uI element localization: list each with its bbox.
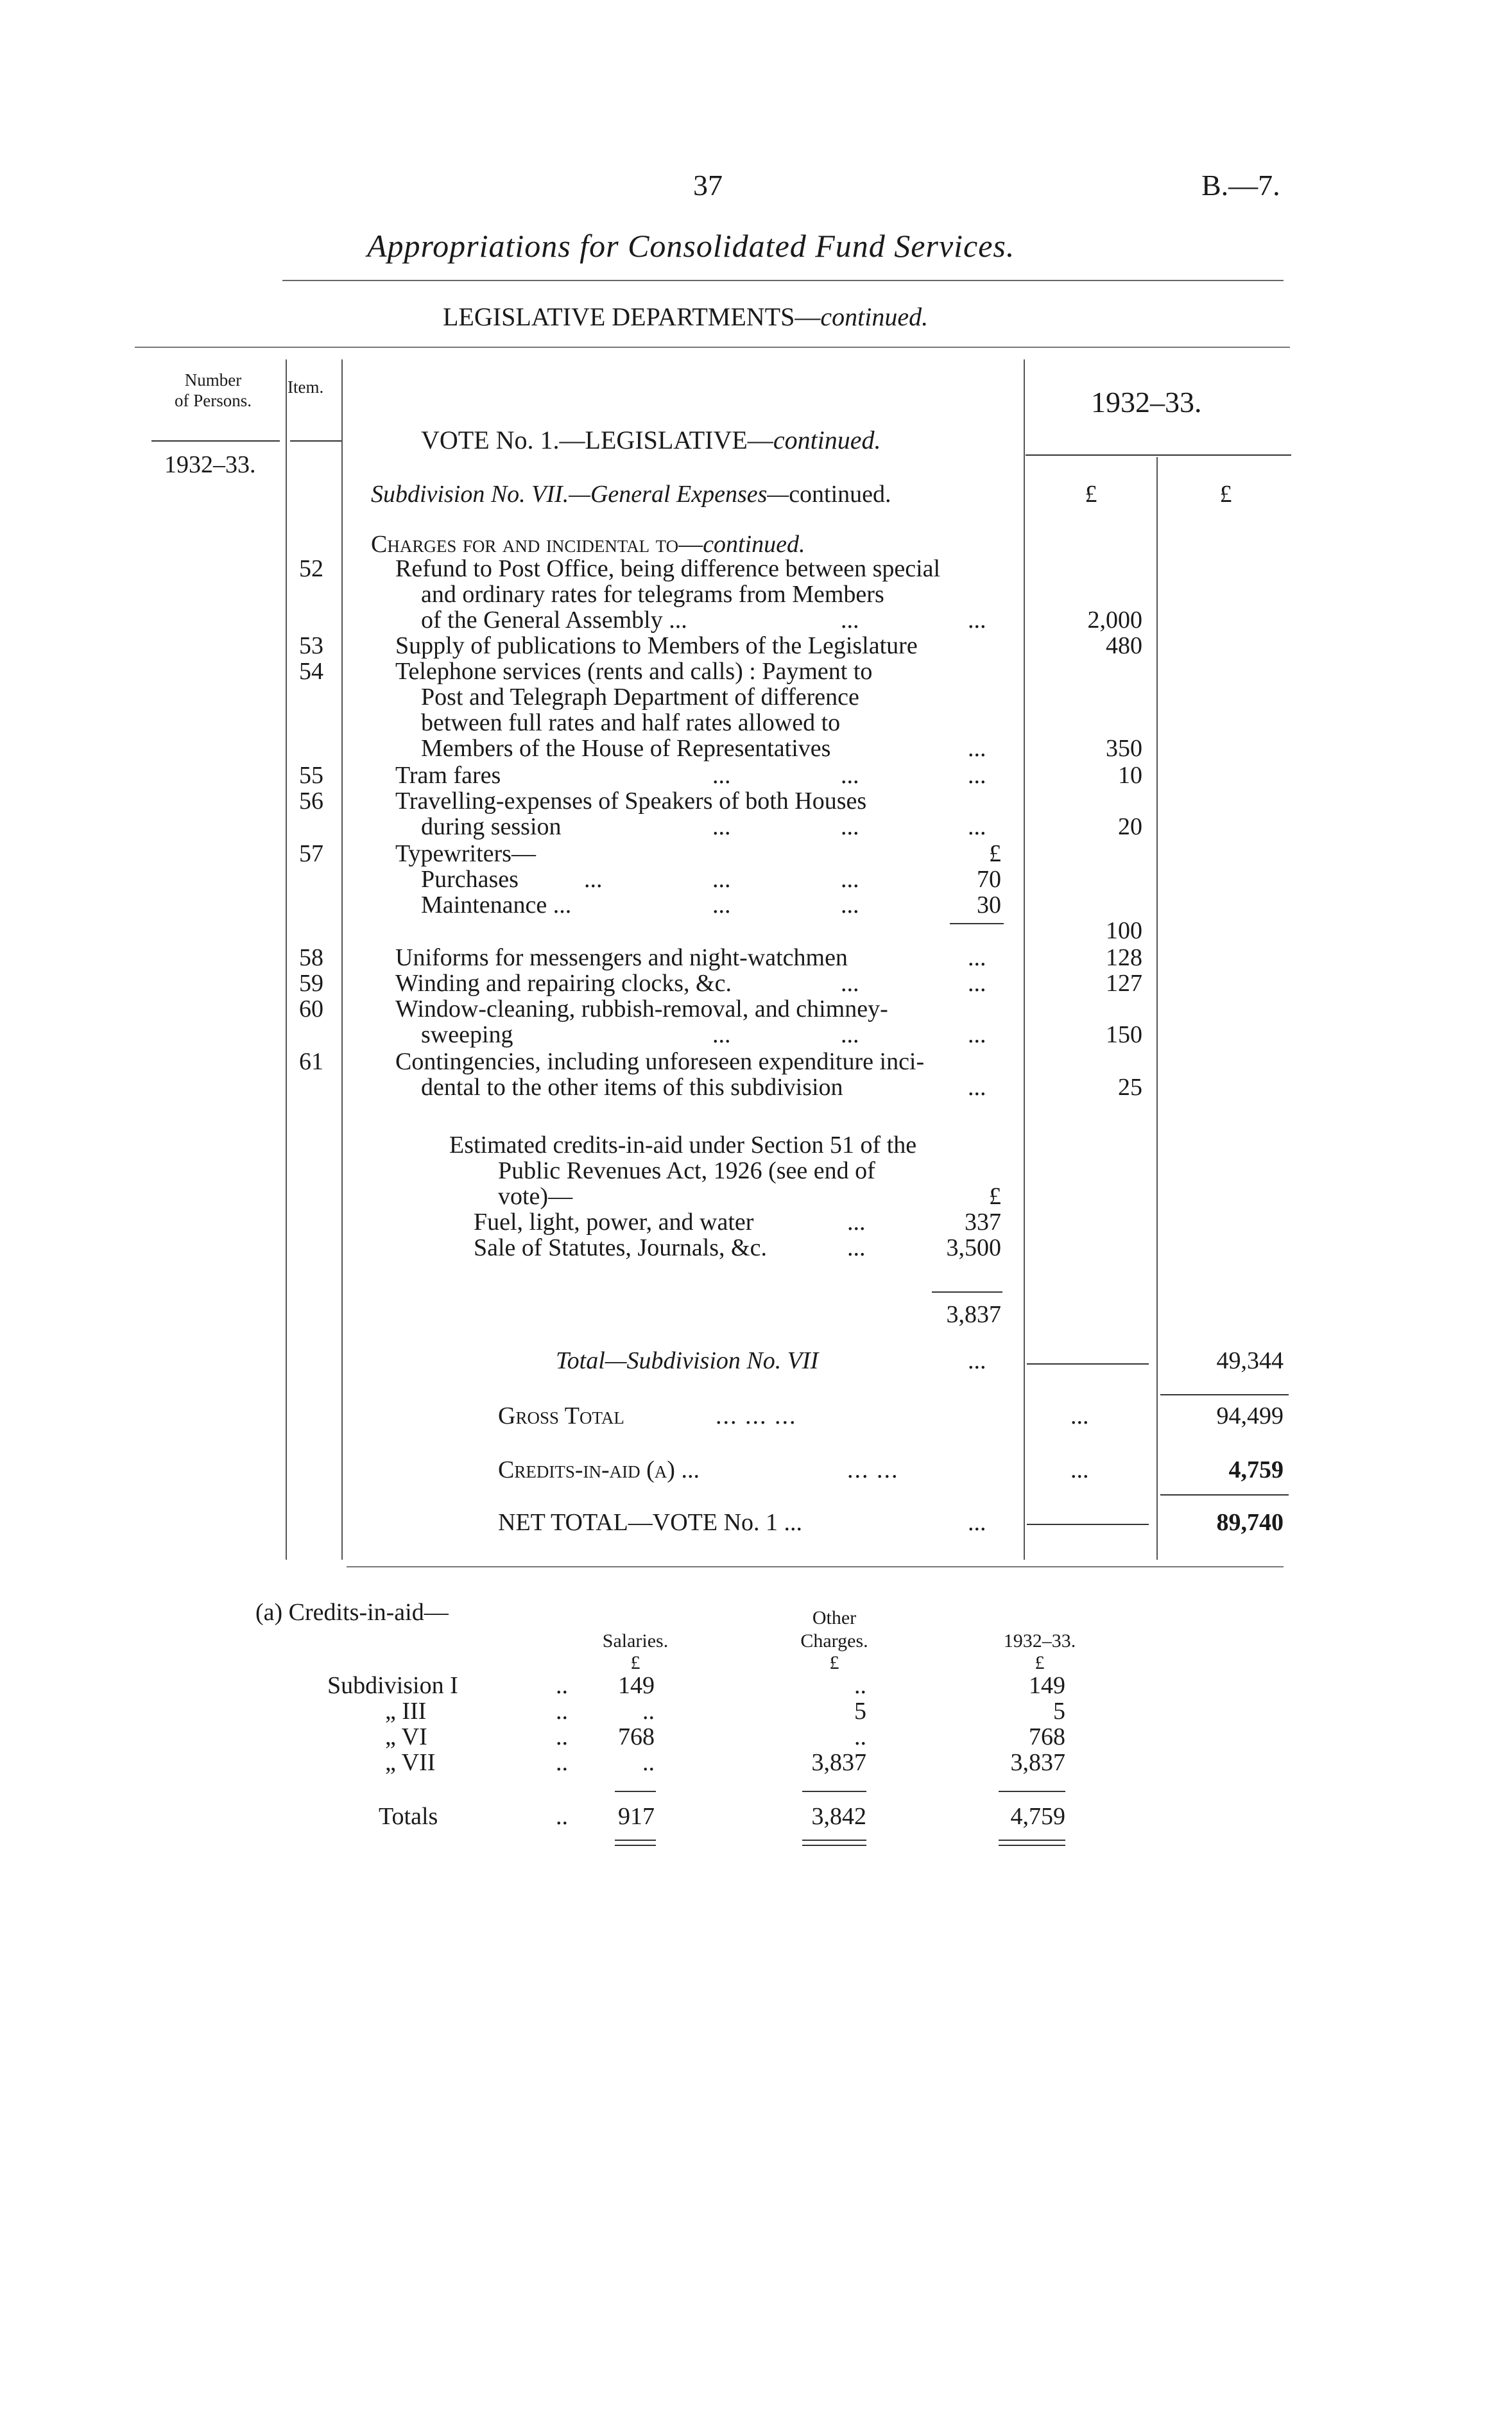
leader-dots: ... bbox=[841, 1021, 859, 1048]
pound-sign: £ bbox=[989, 1183, 1001, 1210]
leader-dots: .. bbox=[556, 1672, 568, 1699]
table-bottom-rule bbox=[347, 1566, 1284, 1567]
leader-dots: ... bbox=[968, 944, 986, 971]
leader-dots: ... bbox=[841, 607, 859, 634]
leader-dots: ... bbox=[968, 1074, 986, 1101]
table-top-rule bbox=[135, 347, 1290, 348]
item-text: Supply of publications to Members of the Legislature bbox=[395, 632, 918, 659]
footnote-year-total: 4,759 bbox=[1010, 1803, 1065, 1830]
footnote-year: 149 bbox=[1029, 1672, 1065, 1699]
document-reference: B.—7. bbox=[1201, 169, 1280, 202]
item-number: 53 bbox=[299, 632, 323, 659]
leader-dots: ... bbox=[841, 813, 859, 840]
item-header-rule bbox=[290, 440, 343, 442]
leader-dots: ... bbox=[712, 762, 731, 789]
item-amount: 127 bbox=[1106, 970, 1142, 997]
item-number: 56 bbox=[299, 788, 323, 815]
footnote-other-header: Charges. bbox=[800, 1630, 868, 1652]
item-text: Window-cleaning, rubbish-removal, and chimney- bbox=[395, 996, 888, 1022]
pound-sign-right: £ bbox=[1219, 481, 1232, 508]
footnote-other-total: 3,842 bbox=[811, 1803, 866, 1830]
net-total-label: NET TOTAL—VOTE No. 1 ... bbox=[498, 1509, 803, 1536]
leader-dots: ... bbox=[712, 892, 731, 918]
footnote-row-label: Subdivision I bbox=[327, 1672, 458, 1699]
item-text: Members of the House of Representatives bbox=[421, 735, 831, 762]
leader-dots: ... bbox=[841, 892, 859, 918]
leader-dots: .. bbox=[556, 1698, 568, 1725]
leader-dots: ... bbox=[968, 970, 986, 997]
item-text: Uniforms for messengers and night-watchmen bbox=[395, 944, 848, 971]
item-number: 55 bbox=[299, 762, 323, 789]
subdivision-heading: Subdivision No. VII.—General Expenses—continued. bbox=[371, 481, 891, 508]
persons-header-rule bbox=[151, 440, 280, 442]
item-text: Purchases bbox=[421, 866, 519, 893]
footnote-salaries: .. bbox=[642, 1749, 655, 1776]
footnote-label: (a) Credits-in-aid— bbox=[255, 1599, 449, 1626]
credits-in-aid-label: Credits-in-aid (a) ... bbox=[498, 1456, 700, 1483]
net-total-value: 89,740 bbox=[1216, 1509, 1284, 1536]
footnote-rule bbox=[615, 1791, 656, 1792]
leader-dots: ... ... ... bbox=[716, 1402, 797, 1429]
item-amount: 128 bbox=[1106, 944, 1142, 971]
item-text: sweeping bbox=[421, 1021, 513, 1048]
item-amount: 100 bbox=[1106, 917, 1142, 944]
leader-dots: ... bbox=[841, 762, 859, 789]
item-number: 58 bbox=[299, 944, 323, 971]
leader-dots: ... bbox=[968, 1509, 986, 1536]
sub-amount: 30 bbox=[977, 892, 1001, 918]
pound-sign: £ bbox=[989, 840, 1001, 867]
footnote-other: 5 bbox=[854, 1698, 866, 1725]
footnote-double-rule bbox=[802, 1845, 866, 1846]
subdivision-total-label: Total—Subdivision No. VII bbox=[556, 1347, 819, 1374]
credit-value: 337 bbox=[965, 1209, 1001, 1236]
item-text: Typewriters— bbox=[395, 840, 536, 867]
item-amount: 150 bbox=[1106, 1021, 1142, 1048]
credits-intro: Estimated credits-in-aid under Section 51 of the bbox=[449, 1132, 917, 1159]
total-rule bbox=[1160, 1494, 1289, 1496]
year-column-header: 1932–33. bbox=[1091, 386, 1202, 418]
leader-dots: ... bbox=[968, 813, 986, 840]
footnote-row-label: „ III bbox=[385, 1698, 427, 1725]
footnote-year: 3,837 bbox=[1010, 1749, 1065, 1776]
footnote-double-rule bbox=[999, 1845, 1065, 1846]
leader-dots: ... bbox=[968, 1347, 986, 1374]
amount-column-mid-rule bbox=[1156, 457, 1158, 1560]
leader-dots: ... bbox=[712, 1021, 731, 1048]
footnote-other: .. bbox=[854, 1723, 866, 1750]
leader-dots: ... bbox=[1070, 1456, 1089, 1483]
amount-rule bbox=[1027, 1363, 1149, 1365]
footnote-year: 5 bbox=[1053, 1698, 1065, 1725]
footnote-salaries: 149 bbox=[618, 1672, 655, 1699]
item-text: Telephone services (rents and calls) : Payment to bbox=[395, 658, 873, 685]
item-number: 60 bbox=[299, 996, 323, 1022]
item-number: 57 bbox=[299, 840, 323, 867]
gross-total-label: Gross Total bbox=[498, 1402, 624, 1429]
item-amount: 480 bbox=[1106, 632, 1142, 659]
year-header-rule bbox=[1026, 454, 1291, 456]
pound-sign-left: £ bbox=[1085, 481, 1097, 508]
leader-dots: .. bbox=[556, 1723, 568, 1750]
pound-sign: £ bbox=[829, 1652, 839, 1673]
footnote-row-label: „ VI bbox=[385, 1723, 427, 1750]
leader-dots: ... bbox=[968, 735, 986, 762]
vote-title: VOTE No. 1.—LEGISLATIVE—continued. bbox=[421, 426, 881, 454]
footnote-double-rule bbox=[802, 1840, 866, 1841]
leader-dots: ... bbox=[1070, 1402, 1089, 1429]
item-number: 54 bbox=[299, 658, 323, 685]
item-column-left-rule bbox=[286, 359, 287, 1560]
credit-total: 3,837 bbox=[946, 1301, 1001, 1328]
leader-dots: ... bbox=[712, 813, 731, 840]
leader-dots: ... ... bbox=[847, 1456, 899, 1483]
item-text: Refund to Post Office, being difference between special bbox=[395, 555, 941, 582]
credit-label: Sale of Statutes, Journals, &c. bbox=[474, 1234, 767, 1261]
footnote-rule bbox=[999, 1791, 1065, 1792]
footnote-double-rule bbox=[999, 1840, 1065, 1841]
footnote-row-label: „ VII bbox=[385, 1749, 436, 1776]
leader-dots: ... bbox=[968, 1021, 986, 1048]
item-number: 59 bbox=[299, 970, 323, 997]
leader-dots: ... bbox=[712, 866, 731, 893]
subdivision-total-value: 49,344 bbox=[1216, 1347, 1284, 1374]
item-text: between full rates and half rates allowed to bbox=[421, 709, 841, 736]
department-heading: LEGISLATIVE DEPARTMENTS—continued. bbox=[443, 302, 929, 331]
credits-intro: vote)— bbox=[498, 1183, 573, 1210]
credit-value: 3,500 bbox=[946, 1234, 1001, 1261]
footnote-salaries-header: Salaries. bbox=[602, 1630, 669, 1652]
number-of-persons-header: Number of Persons. bbox=[175, 370, 252, 410]
pound-sign: £ bbox=[630, 1652, 640, 1673]
year-left-label: 1932–33. bbox=[164, 451, 256, 478]
item-amount: 350 bbox=[1106, 735, 1142, 762]
credits-intro: Public Revenues Act, 1926 (see end of bbox=[498, 1157, 875, 1184]
leader-dots: ... bbox=[584, 866, 603, 893]
leader-dots: ... bbox=[841, 866, 859, 893]
footnote-totals-label: Totals bbox=[379, 1803, 438, 1830]
item-column-right-rule bbox=[341, 359, 343, 1560]
charges-heading: Charges for and incidental to—continued. bbox=[371, 531, 805, 558]
leader-dots: .. bbox=[556, 1749, 568, 1776]
leader-dots: ... bbox=[841, 970, 859, 997]
footnote-salaries: 768 bbox=[618, 1723, 655, 1750]
page-title: Appropriations for Consolidated Fund Services. bbox=[367, 228, 1015, 264]
total-rule bbox=[1160, 1394, 1289, 1395]
item-text: Maintenance ... bbox=[421, 892, 572, 918]
item-text: Post and Telegraph Department of difference bbox=[421, 684, 859, 711]
pound-sign: £ bbox=[1035, 1652, 1045, 1673]
footnote-other-header: Other bbox=[812, 1607, 857, 1628]
footnote-salaries: .. bbox=[642, 1698, 655, 1725]
leader-dots: ... bbox=[847, 1234, 866, 1261]
item-amount: 20 bbox=[1118, 813, 1142, 840]
sub-amount: 70 bbox=[977, 866, 1001, 893]
leader-dots: ... bbox=[968, 607, 986, 634]
footnote-double-rule bbox=[615, 1845, 656, 1846]
footnote-year-header: 1932–33. bbox=[1003, 1630, 1076, 1652]
page-number: 37 bbox=[693, 169, 723, 202]
item-text: Contingencies, including unforeseen expenditure inci- bbox=[395, 1048, 925, 1075]
footnote-other: 3,837 bbox=[811, 1749, 866, 1776]
item-text: during session bbox=[421, 813, 562, 840]
footnote-salaries-total: 917 bbox=[618, 1803, 655, 1830]
item-text: and ordinary rates for telegrams from Members bbox=[421, 581, 884, 608]
item-text: dental to the other items of this subdivision bbox=[421, 1074, 843, 1101]
item-text: Tram fares bbox=[395, 762, 501, 789]
item-amount: 25 bbox=[1118, 1074, 1142, 1101]
header-rule bbox=[282, 280, 1284, 281]
sub-total-rule bbox=[950, 923, 1004, 924]
footnote-year: 768 bbox=[1029, 1723, 1065, 1750]
leader-dots: ... bbox=[968, 762, 986, 789]
credit-label: Fuel, light, power, and water bbox=[474, 1209, 754, 1236]
item-number: 61 bbox=[299, 1048, 323, 1075]
leader-dots: .. bbox=[556, 1803, 568, 1830]
credits-in-aid-value: 4,759 bbox=[1228, 1456, 1284, 1483]
footnote-other: .. bbox=[854, 1672, 866, 1699]
amount-rule bbox=[1027, 1524, 1149, 1525]
credit-total-rule bbox=[932, 1291, 1002, 1293]
gross-total-value: 94,499 bbox=[1216, 1402, 1284, 1429]
item-amount: 10 bbox=[1118, 762, 1142, 789]
item-header: Item. bbox=[288, 377, 324, 397]
item-text: Travelling-expenses of Speakers of both Houses bbox=[395, 788, 867, 815]
item-number: 52 bbox=[299, 555, 323, 582]
footnote-rule bbox=[802, 1791, 866, 1792]
item-amount: 2,000 bbox=[1087, 607, 1142, 634]
item-text: of the General Assembly ... bbox=[421, 607, 687, 634]
item-text: Winding and repairing clocks, &c. bbox=[395, 970, 732, 997]
footnote-double-rule bbox=[615, 1840, 656, 1841]
leader-dots: ... bbox=[847, 1209, 866, 1236]
amount-column-left-rule bbox=[1024, 359, 1025, 1560]
